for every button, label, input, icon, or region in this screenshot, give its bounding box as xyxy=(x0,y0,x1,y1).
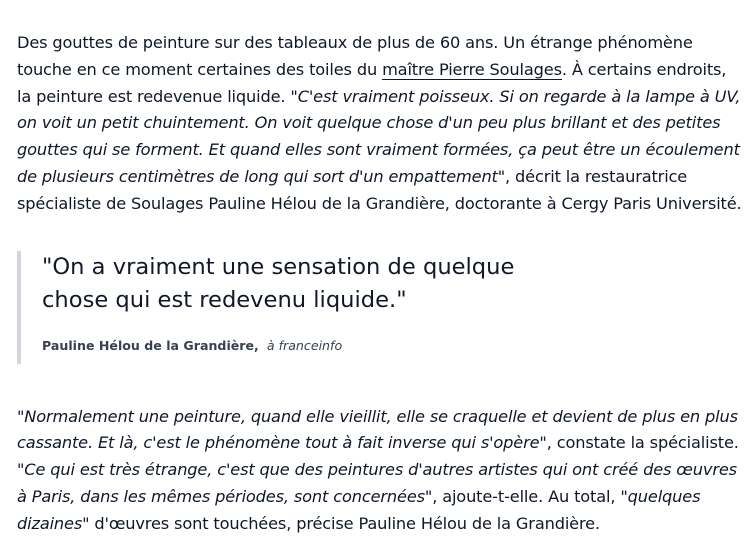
paragraph-2-text-a: ", constate la spécialiste. " xyxy=(17,433,739,480)
article-body xyxy=(17,30,743,538)
pull-quote-text: "On a vraiment une sensation de quelque chose qui est redevenu liquide." xyxy=(42,253,515,313)
paragraph-2-quote-1: "Normalement une peinture, quand elle vieillit, elle se craquelle et devient de plus en plus cassante. Et là, c'est le phénomène tout à fait inverse qui s'opère xyxy=(17,406,738,453)
quote-author: Pauline Hélou de la Grandière, xyxy=(42,337,259,353)
paragraph-1-text-c: ", décrit la restauratrice spécialiste de Soulages Pauline Hélou de la Grandière, doctorante à Cergy Paris Université. xyxy=(17,166,742,213)
pull-quote-citation xyxy=(42,338,342,353)
pierre-soulages-link[interactable]: maître Pierre Soulages xyxy=(382,59,562,79)
article-paragraph-1 xyxy=(17,30,743,218)
paragraph-2-text-b: ", ajoute-t-elle. Au total, " xyxy=(424,486,628,506)
article-paragraph-2 xyxy=(17,404,743,538)
pull-quote xyxy=(17,251,743,364)
paragraph-2-quote-2: Ce qui est très étrange, c'est que des peintures d'autres artistes qui ont créé des œuvres à Paris, dans les mêmes périodes, sont concernées xyxy=(17,460,737,506)
paragraph-1-text-a: Des gouttes de peinture sur des tableaux de plus de 60 ans. Un étrange phénomène touche en ce moment certaines des toiles du xyxy=(17,33,693,79)
paragraph-1-quote: C'est vraiment poisseux. Si on regarde à la lampe à UV, on voit un petit chuintement. On voit quelque chose d'un peu plus brillant et des petites gouttes qui se forment. Et quand elles sont vraiment formées, ça peut être un écoulement de plusieurs centimètres de long qui sort d'un empattement xyxy=(17,86,741,186)
paragraph-2-quote-3: quelques dizaines xyxy=(17,486,701,533)
paragraph-1-text-b: . À certains endroits, la peinture est redevenue liquide. " xyxy=(17,59,727,106)
paragraph-2-text-c: " d'œuvres sont touchées, précise Pauline Hélou de la Grandière. xyxy=(82,513,600,533)
quote-source: à franceinfo xyxy=(266,337,343,353)
